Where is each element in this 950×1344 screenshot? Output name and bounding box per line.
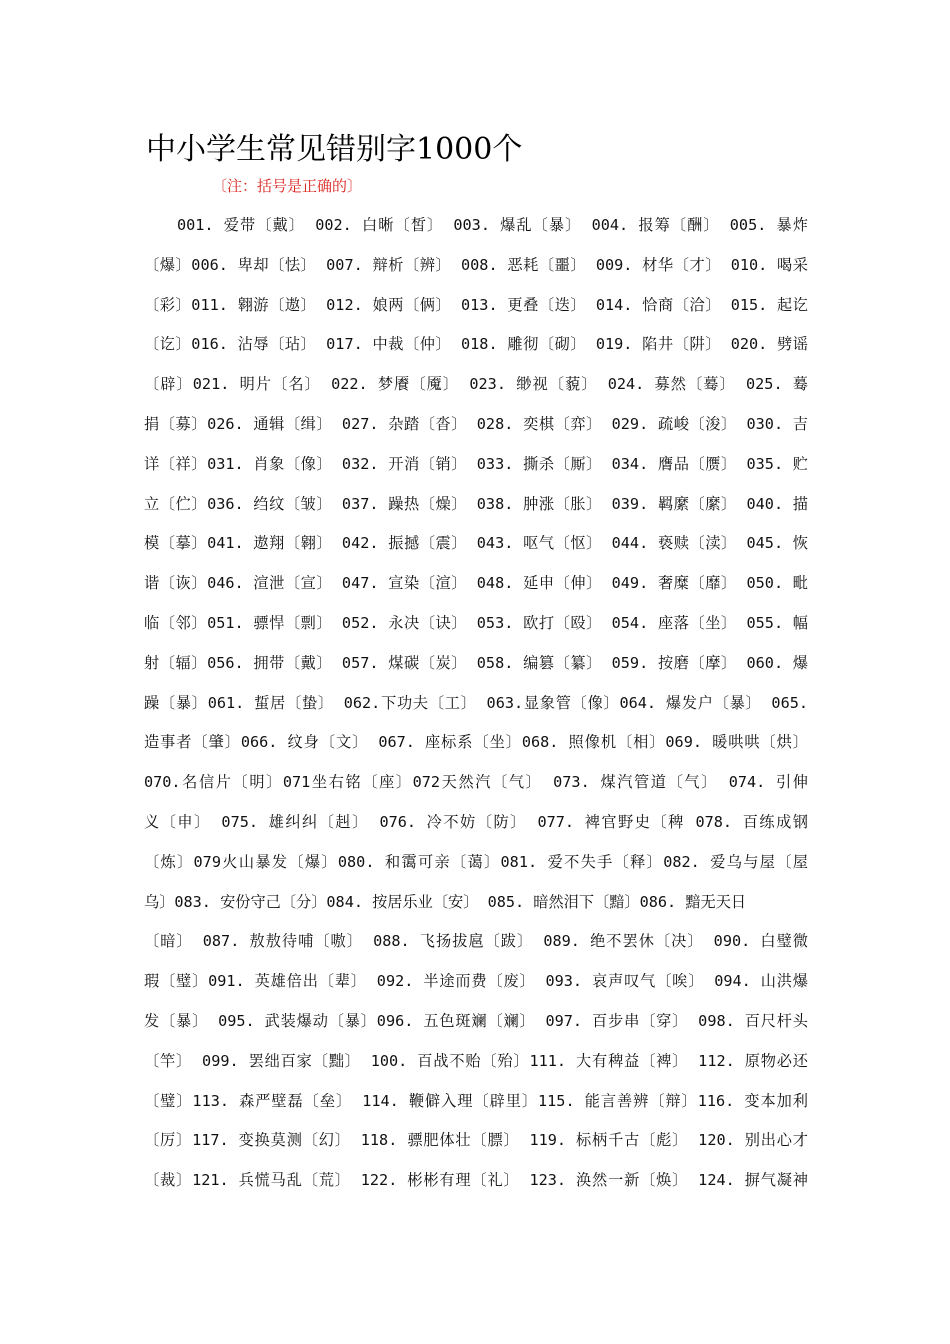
text-line: 〔辟〕021. 明片〔名〕 022. 梦餍〔魇〕 023. 缈视〔藐〕 024. 募然〔蓦〕 025. 蓦 [144, 375, 808, 394]
text-line: 造事者〔肇〕066. 纹身〔文〕 067. 座标系〔坐〕068. 照像机〔相〕069. 暖哄哄〔烘〕 [144, 733, 808, 752]
text-line: 立〔伫〕036. 绉纹〔皱〕 037. 躁热〔燥〕 038. 肿涨〔胀〕 039. 羁縻〔縻〕 040. 描 [144, 494, 808, 513]
text-line: 〔暗〕 087. 敖敖待哺〔嗷〕 088. 飞扬拔扈〔跋〕 089. 绝不罢休〔决〕 090. 白璧微 [144, 932, 808, 951]
text-line: 模〔摹〕041. 遨翔〔翱〕 042. 振撼〔震〕 043. 呕气〔怄〕 044. 亵赎〔渎〕 045. 恢 [144, 534, 808, 553]
text-line: 〔竿〕 099. 罢绌百家〔黜〕 100. 百战不贻〔殆〕111. 大有稗益〔裨〕 112. 原物必还 [144, 1051, 808, 1070]
text-line: 〔讫〕016. 沾辱〔玷〕 017. 中裁〔仲〕 018. 雕彻〔砌〕 019. 陷井〔阱〕 020. 劈谣 [144, 335, 808, 354]
text-line: 发〔暴〕 095. 武装爆动〔暴〕096. 五色斑斓〔斓〕 097. 百步串〔穿〕 098. 百尺杆头 [144, 1011, 808, 1030]
text-line: 义〔申〕 075. 雄纠纠〔赳〕 076. 冷不妨〔防〕 077. 裨官野史〔稗 078. 百练成钢 [144, 812, 808, 831]
page-title: 中小学生常见错别字1000个 [146, 132, 523, 167]
text-line: 临〔邻〕051. 骠悍〔剽〕 052. 永决〔诀〕 053. 欧打〔殴〕 054. 座落〔坐〕 055. 幅 [144, 613, 808, 632]
note-text: 〔注：括号是正确的〕 [212, 177, 363, 195]
text-line: 〔爆〕006. 卑却〔怯〕 007. 辩析〔辨〕 008. 恶耗〔噩〕 009. 材华〔才〕 010. 喝采 [144, 255, 808, 274]
text-line: 〔裁〕121. 兵慌马乱〔荒〕 122. 彬彬有理〔礼〕 123. 涣然一新〔焕〕 124. 摒气凝神 [144, 1171, 808, 1190]
text-line: 射〔辐〕056. 拥带〔戴〕 057. 煤碳〔炭〕 058. 编篡〔纂〕 059. 按磨〔摩〕 060. 爆 [144, 653, 808, 672]
text-line: 001. 爱带〔戴〕 002. 白晰〔皙〕 003. 爆乱〔暴〕 004. 报筹〔酬〕 005. 暴炸 [177, 216, 808, 234]
text-line: 〔彩〕011. 翱游〔遨〕 012. 娘两〔俩〕 013. 更叠〔迭〕 014. 恰商〔洽〕 015. 起讫 [144, 295, 808, 314]
text-line: 详〔祥〕031. 肖象〔像〕 032. 开消〔销〕 033. 撕杀〔厮〕 034. 膺品〔赝〕 035. 贮 [144, 454, 808, 473]
text-line: 〔炼〕079火山暴发〔爆〕080. 和霭可亲〔蔼〕081. 爱不失手〔释〕082. 爱乌与屋〔屋 [144, 852, 808, 871]
text-line: 捐〔募〕026. 通辑〔缉〕 027. 杂踏〔沓〕 028. 奕棋〔弈〕 029. 疏峻〔浚〕 030. 吉 [144, 414, 808, 433]
document-body [144, 206, 808, 1201]
text-line: 瑕〔璧〕091. 英雄倍出〔辈〕 092. 半途而费〔废〕 093. 哀声叹气〔唉〕 094. 山洪爆 [144, 972, 808, 991]
text-line: 〔璧〕113. 森严壁磊〔垒〕 114. 鞭僻入理〔辟里〕115. 能言善辨〔辩〕116. 变本加利 [144, 1091, 808, 1110]
text-line: 070.名信片〔明〕071坐右铭〔座〕072天然汽〔气〕 073. 煤汽管道〔气〕 074. 引伸 [144, 773, 808, 792]
text-line: 乌〕083. 安份守己〔分〕084. 按居乐业〔安〕 085. 暗然泪下〔黯〕086. 黯无天日 [144, 892, 747, 911]
text-line: 躁〔暴〕061. 蜇居〔蛰〕 062.下功夫〔工〕 063.显象管〔像〕064. 爆发户〔暴〕 065. [144, 693, 808, 712]
text-line: 谐〔诙〕046. 渲泄〔宣〕 047. 宣染〔渲〕 048. 延申〔伸〕 049. 奢糜〔靡〕 050. 毗 [144, 574, 808, 593]
text-line: 〔厉〕117. 变换莫测〔幻〕 118. 骠肥体壮〔膘〕 119. 标柄千古〔彪〕 120. 别出心才 [144, 1131, 808, 1150]
